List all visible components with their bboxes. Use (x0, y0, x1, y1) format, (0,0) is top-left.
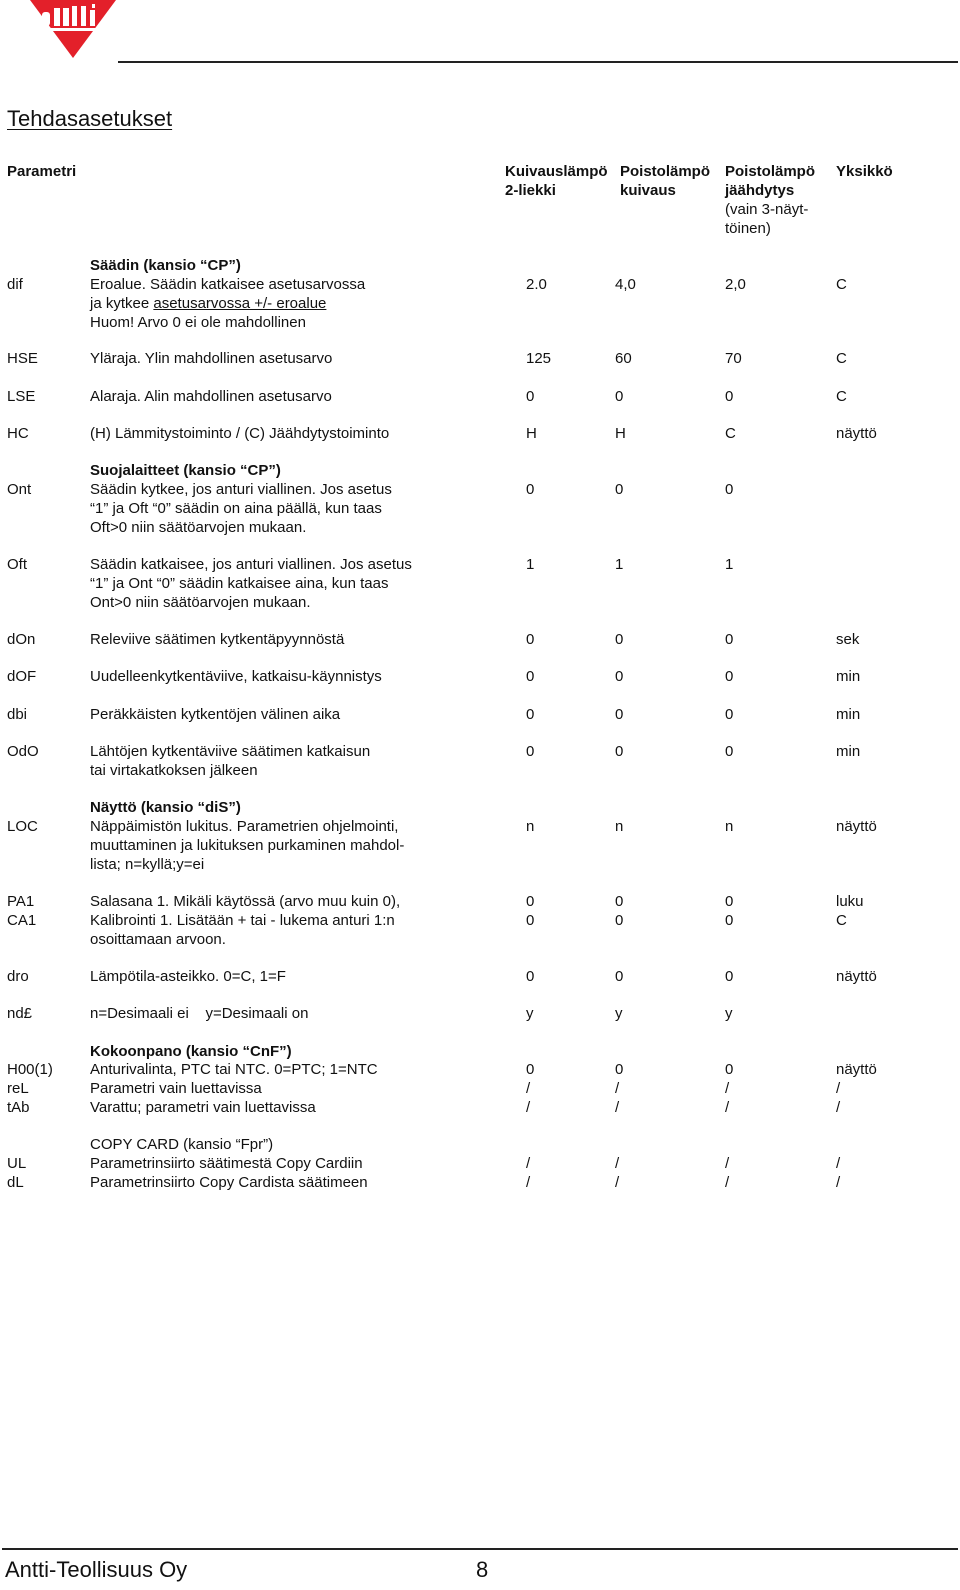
value-col1: 0 (526, 893, 535, 910)
header-col3 (725, 162, 815, 238)
section-dis: Näyttö (kansio “diS”) (90, 799, 241, 816)
value-col2: 0 (615, 706, 624, 723)
param-desc: n=Desimaali ei y=Desimaali on (90, 1005, 309, 1022)
desc-line: muuttaminen ja lukituksen purkaminen mahdol- (90, 837, 405, 854)
section-cp: Säädin (kansio “CP”) (90, 257, 241, 274)
value-col1: 0 (526, 1061, 535, 1078)
desc-line: Lähtöjen kytkentäviive säätimen katkaisun (90, 743, 371, 760)
param-desc (90, 817, 404, 874)
desc-line: “1” ja Oft “0” säädin on aina päällä, kun taas (90, 500, 382, 517)
value-col2: 0 (615, 481, 624, 498)
param-code: CA1 (7, 912, 37, 929)
value-col2: 0 (615, 743, 624, 760)
value-unit: näyttö (836, 425, 877, 442)
value-col1: 0 (526, 706, 535, 723)
param-code: nd£ (7, 1005, 33, 1022)
param-code: reL (7, 1080, 29, 1097)
desc-line: tai virtakatkoksen jälkeen (90, 762, 258, 779)
desc-text: ja kytkee (90, 295, 154, 312)
value-col2: 0 (615, 631, 624, 648)
param-desc: Parametri vain luettavissa (90, 1080, 262, 1097)
param-desc: Yläraja. Ylin mahdollinen asetusarvo (90, 350, 333, 367)
header-parameter: Parametri (7, 163, 77, 180)
value-unit: / (836, 1080, 841, 1097)
antti-logo (30, 0, 116, 58)
param-code: tAb (7, 1099, 30, 1116)
value-col1: / (526, 1174, 531, 1191)
value-col2: 60 (615, 350, 632, 367)
page-title: Tehdasasetukset (7, 106, 173, 131)
header-unit: Yksikkö (836, 163, 893, 180)
header-col2-line1: Poistolämpö (620, 163, 711, 180)
param-code: dbi (7, 706, 28, 723)
value-col2: / (615, 1080, 620, 1097)
header-col3-line1: Poistolämpö (725, 163, 816, 180)
param-code: H00(1) (7, 1061, 53, 1078)
value-col3: / (725, 1099, 730, 1116)
value-col2: / (615, 1155, 620, 1172)
value-unit: / (836, 1099, 841, 1116)
section-cnf: Kokoonpano (kansio “CnF”) (90, 1043, 292, 1060)
value-col2: / (615, 1099, 620, 1116)
footer-rule (2, 1548, 958, 1550)
value-col2: 0 (615, 912, 624, 929)
value-col1: 2.0 (526, 276, 547, 293)
value-col2: n (615, 818, 624, 835)
value-col1: 125 (526, 350, 552, 367)
value-col2: 0 (615, 1061, 624, 1078)
param-desc (90, 555, 412, 612)
desc-underlined: asetusarvossa +/- eroalue (153, 295, 327, 312)
value-unit: luku (836, 893, 864, 910)
value-col1: / (526, 1155, 531, 1172)
value-col3: 0 (725, 668, 734, 685)
value-unit: min (836, 743, 861, 760)
value-col2: y (615, 1005, 623, 1022)
header-col3-note2: töinen) (725, 220, 771, 237)
value-col2: 4,0 (615, 276, 636, 293)
param-code: dif (7, 276, 23, 293)
header-col1-line1: Kuivauslämpö (505, 163, 608, 180)
desc-line: lista; n=kyllä;y=ei (90, 856, 205, 873)
param-desc: Parametrinsiirto säätimestä Copy Cardiin (90, 1155, 363, 1172)
param-desc: Lämpötila-asteikko. 0=C, 1=F (90, 968, 286, 985)
value-col3: 1 (725, 556, 734, 573)
desc-line: Ont>0 niin säätöarvojen mukaan. (90, 594, 311, 611)
value-col2: H (615, 425, 626, 442)
value-unit: C (836, 276, 847, 293)
value-col3: 0 (725, 481, 734, 498)
param-code: dL (7, 1174, 24, 1191)
value-col1: 0 (526, 912, 535, 929)
param-desc: Parametrinsiirto Copy Cardista säätimeen (90, 1174, 368, 1191)
desc-line: Oft>0 niin säätöarvojen mukaan. (90, 519, 307, 536)
param-code: PA1 (7, 893, 35, 910)
value-unit: / (836, 1155, 841, 1172)
param-desc: (H) Lämmitystoiminto / (C) Jäähdytystoiminto (90, 425, 390, 442)
value-col3: 0 (725, 1061, 734, 1078)
desc-line: Säädin katkaisee, jos anturi viallinen. Jos asetus (90, 556, 412, 573)
header-col1 (505, 162, 608, 200)
param-code: dOF (7, 668, 37, 685)
param-code: dOn (7, 631, 36, 648)
param-desc: Releviive säätimen kytkentäpyynnöstä (90, 631, 345, 648)
header-col2-line2: kuivaus (620, 182, 676, 199)
value-col1: 1 (526, 556, 535, 573)
value-col3: y (725, 1005, 733, 1022)
param-desc: Anturivalinta, PTC tai NTC. 0=PTC; 1=NTC (90, 1061, 378, 1078)
value-col3: / (725, 1080, 730, 1097)
desc-line: osoittamaan arvoon. (90, 931, 226, 948)
desc-line (90, 294, 365, 313)
value-col1: 0 (526, 668, 535, 685)
value-col1: 0 (526, 388, 535, 405)
param-desc: Uudelleenkytkentäviive, katkaisu-käynnistys (90, 668, 382, 685)
desc-line: Näppäimistön lukitus. Parametrien ohjelmointi, (90, 818, 399, 835)
value-unit: C (836, 350, 847, 367)
param-desc (90, 480, 392, 537)
value-col3: 0 (725, 968, 734, 985)
value-col3: 0 (725, 631, 734, 648)
param-desc: Alaraja. Alin mahdollinen asetusarvo (90, 388, 332, 405)
value-col2: 0 (615, 668, 624, 685)
desc-line: Säädin kytkee, jos anturi viallinen. Jos asetus (90, 481, 392, 498)
header-col3-note1: (vain 3-näyt- (725, 201, 809, 218)
footer-company: Antti-Teollisuus Oy (5, 1557, 188, 1582)
value-col2: 1 (615, 556, 624, 573)
value-col1: 0 (526, 631, 535, 648)
value-col3: 0 (725, 388, 734, 405)
value-unit: / (836, 1174, 841, 1191)
desc-line: Eroalue. Säädin katkaisee asetusarvossa (90, 276, 366, 293)
param-code: Ont (7, 481, 32, 498)
value-unit: näyttö (836, 1061, 877, 1078)
value-col1: y (526, 1005, 534, 1022)
param-code: Oft (7, 556, 28, 573)
value-col3: / (725, 1155, 730, 1172)
desc-line: Kalibrointi 1. Lisätään + tai - lukema anturi 1:n (90, 912, 395, 929)
param-code: HC (7, 425, 29, 442)
value-col1: / (526, 1099, 531, 1116)
value-col3: 0 (725, 893, 734, 910)
header-col2 (620, 162, 710, 200)
header-rule (118, 61, 958, 63)
value-col1: 0 (526, 481, 535, 498)
value-unit: näyttö (836, 968, 877, 985)
param-code: LOC (7, 818, 38, 835)
value-col1: 0 (526, 968, 535, 985)
param-desc: Peräkkäisten kytkentöjen välinen aika (90, 706, 341, 723)
value-unit: min (836, 706, 861, 723)
param-code: UL (7, 1155, 27, 1172)
param-desc: Varattu; parametri vain luettavissa (90, 1099, 316, 1116)
value-col2: 0 (615, 893, 624, 910)
value-col1: n (526, 818, 535, 835)
desc-line: Huom! Arvo 0 ei ole mahdollinen (90, 314, 306, 331)
section-fpr: COPY CARD (kansio “Fpr”) (90, 1136, 274, 1153)
value-col3: 2,0 (725, 276, 746, 293)
value-col1: 0 (526, 743, 535, 760)
value-col3: 70 (725, 350, 742, 367)
param-desc: Salasana 1. Mikäli käytössä (arvo muu kuin 0), (90, 893, 401, 910)
value-col1: / (526, 1080, 531, 1097)
param-code: dro (7, 968, 29, 985)
param-code: HSE (7, 350, 38, 367)
desc-line: “1” ja Ont “0” säädin katkaisee aina, kun taas (90, 575, 389, 592)
value-col3: / (725, 1174, 730, 1191)
value-col3: C (725, 425, 736, 442)
param-desc (90, 911, 395, 949)
page-number: 8 (476, 1557, 489, 1582)
header-col3-line2: jäähdytys (725, 182, 795, 199)
value-unit: min (836, 668, 861, 685)
value-col3: n (725, 818, 734, 835)
value-col3: 0 (725, 743, 734, 760)
param-code: LSE (7, 388, 36, 405)
value-col3: 0 (725, 706, 734, 723)
value-unit: C (836, 912, 847, 929)
value-unit: sek (836, 631, 860, 648)
value-col2: 0 (615, 968, 624, 985)
value-col2: 0 (615, 388, 624, 405)
param-desc (90, 742, 370, 780)
section-safety: Suojalaitteet (kansio “CP”) (90, 462, 281, 479)
value-unit: C (836, 388, 847, 405)
value-col3: 0 (725, 912, 734, 929)
value-col1: H (526, 425, 537, 442)
header-col1-line2: 2-liekki (505, 182, 556, 199)
param-code: OdO (7, 743, 39, 760)
value-col2: / (615, 1174, 620, 1191)
value-unit: näyttö (836, 818, 877, 835)
param-desc (90, 275, 365, 332)
